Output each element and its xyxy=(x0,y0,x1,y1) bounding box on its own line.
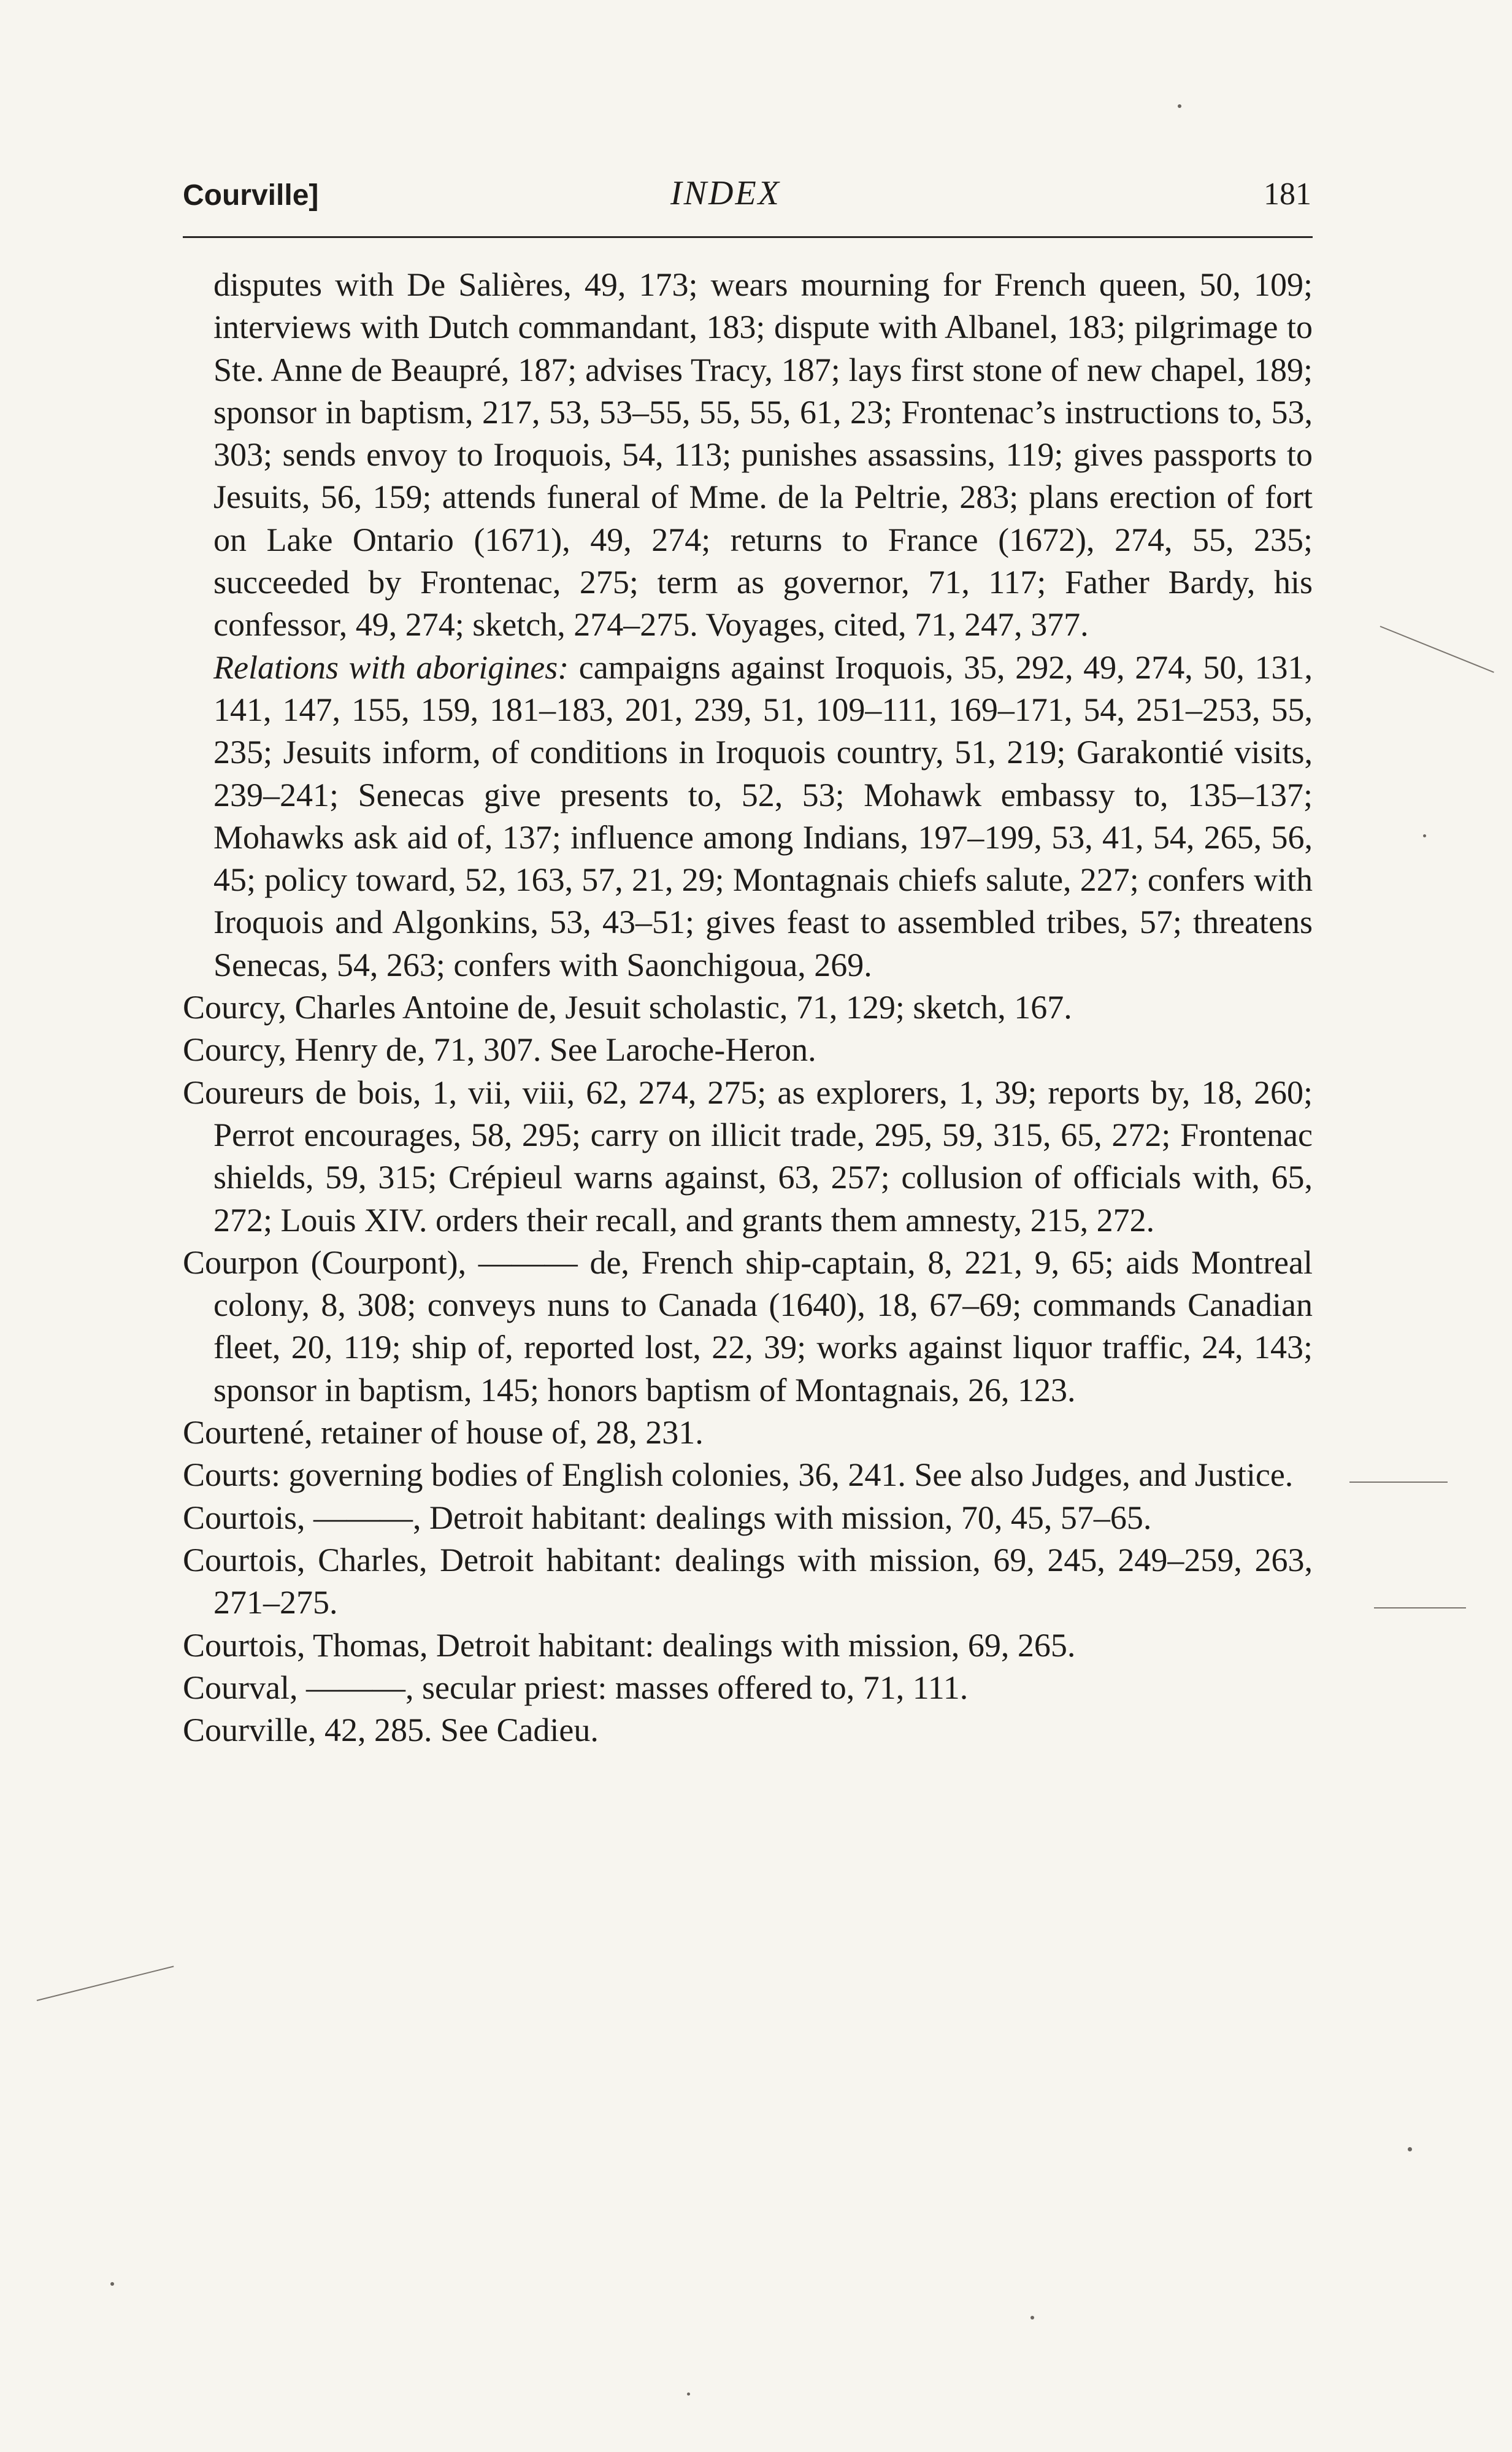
page-number: 181 xyxy=(1264,177,1311,212)
index-entry: Courtois, Charles, Detroit habitant: dealings with mission, 69, 245, 249–259, 263, 271–275. xyxy=(183,1541,1313,1621)
scan-mark xyxy=(1374,1607,1466,1608)
scan-speck xyxy=(1408,2147,1412,2151)
index-entry: Courtené, retainer of house of, 28, 231. xyxy=(183,1414,704,1451)
index-entry: Courtois, ———, Detroit habitant: dealings with mission, 70, 45, 57–65. xyxy=(183,1499,1152,1536)
scan-mark xyxy=(1349,1482,1448,1483)
index-subentry: Relations with aborigines: campaigns against Iroquois, 35, 292, 49, 274, 50, 131, 141, 147, 155, 159, 181–183, 201, 239, 51, 109–111, 169–171, 54, 251–253, 55, 235; Jesuits inform, of conditions in Iroquois country, 51, 219; Garakontié visits, 239–241; Senecas give presents to, 52, 53; Mohawk embassy to, 135–137; Mohawks ask aid of, 137; influence among Indians, 197–199, 53, 41, 54, 265, 56, 45; policy toward, 52, 163, 57, 21, 29; Montagnais chiefs salute, 227; confers with Iroquois and Algonkins, 53, 43–51; gives feast to assembled tribes, 57; threatens Senecas, 54, 263; confers with Saonchigoua, 269. xyxy=(213,648,1313,983)
scan-mark xyxy=(37,1966,174,2001)
index-entry: Courville, 42, 285. See Cadieu. xyxy=(183,1712,599,1749)
scan-speck xyxy=(1178,104,1181,108)
index-entry: Courcy, Charles Antoine de, Jesuit scholastic, 71, 129; sketch, 167. xyxy=(183,989,1072,1026)
page-header xyxy=(183,174,1311,217)
scan-mark xyxy=(1380,626,1494,673)
scan-speck xyxy=(1030,2316,1034,2319)
index-entry: Courcy, Henry de, 71, 307. See Laroche-Heron. xyxy=(183,1031,816,1069)
index-entry-continuation: disputes with De Salières, 49, 173; wears mourning for French queen, 50, 109; interviews with Dutch commandant, 183; dispute with Albanel, 183; pilgrimage to Ste. Anne de Beaupré, 187; advises Tracy, 187; lays first stone of new chapel, 189; sponsor in baptism, 217, 53, 53–55, 55, 55, 61, 23; Frontenac’s instructions to, 53, 303; sends envoy to Iroquois, 54, 113; punishes assassins, 119; gives passports to Jesuits, 56, 159; attends funeral of Mme. de la Peltrie, 283; plans erection of fort on Lake Ontario (1671), 49, 274; returns to France (1672), 274, 55, 235; succeeded by Frontenac, 275; term as governor, 71, 117; Father Bardy, his confessor, 49, 274; sketch, 274–275. Voyages, cited, 71, 247, 377. xyxy=(213,266,1313,644)
running-head: Courville] xyxy=(183,179,319,212)
subentry-heading: Relations with aborigines: xyxy=(213,648,569,686)
index-entry: Courpon (Courpont), ——— de, French ship-captain, 8, 221, 9, 65; aids Montreal colony, 8, 308; conveys nuns to Canada (1640), 18, 67–69; commands Canadian fleet, 20, 119; ship of, reported lost, 22, 39; works against liquor traffic, 24, 143; sponsor in baptism, 145; honors baptism of Montagnais, 26, 123. xyxy=(183,1243,1313,1409)
scan-speck xyxy=(110,2282,114,2286)
page-title: INDEX xyxy=(670,174,781,212)
scan-speck xyxy=(687,2392,690,2396)
index-entry: Courtois, Thomas, Detroit habitant: dealings with mission, 69, 265. xyxy=(183,1626,1076,1664)
index-entry: Courval, ———, secular priest: masses offered to, 71, 111. xyxy=(183,1669,969,1706)
index-entry: Coureurs de bois, 1, vii, viii, 62, 274, 275; as explorers, 1, 39; reports by, 18, 260; Perrot encourages, 58, 295; carry on illicit trade, 295, 59, 315, 65, 272; Frontenac shields, 59, 315; Crépieul warns against, 63, 257; collusion of officials with, 65, 272; Louis XIV. orders their recall, and grants them amnesty, 215, 272. xyxy=(183,1074,1313,1239)
header-rule xyxy=(183,236,1313,238)
index-body xyxy=(183,264,1313,1751)
scan-speck xyxy=(1423,834,1426,837)
index-entry: Courts: governing bodies of English colonies, 36, 241. See also Judges, and Justice. xyxy=(183,1456,1294,1494)
